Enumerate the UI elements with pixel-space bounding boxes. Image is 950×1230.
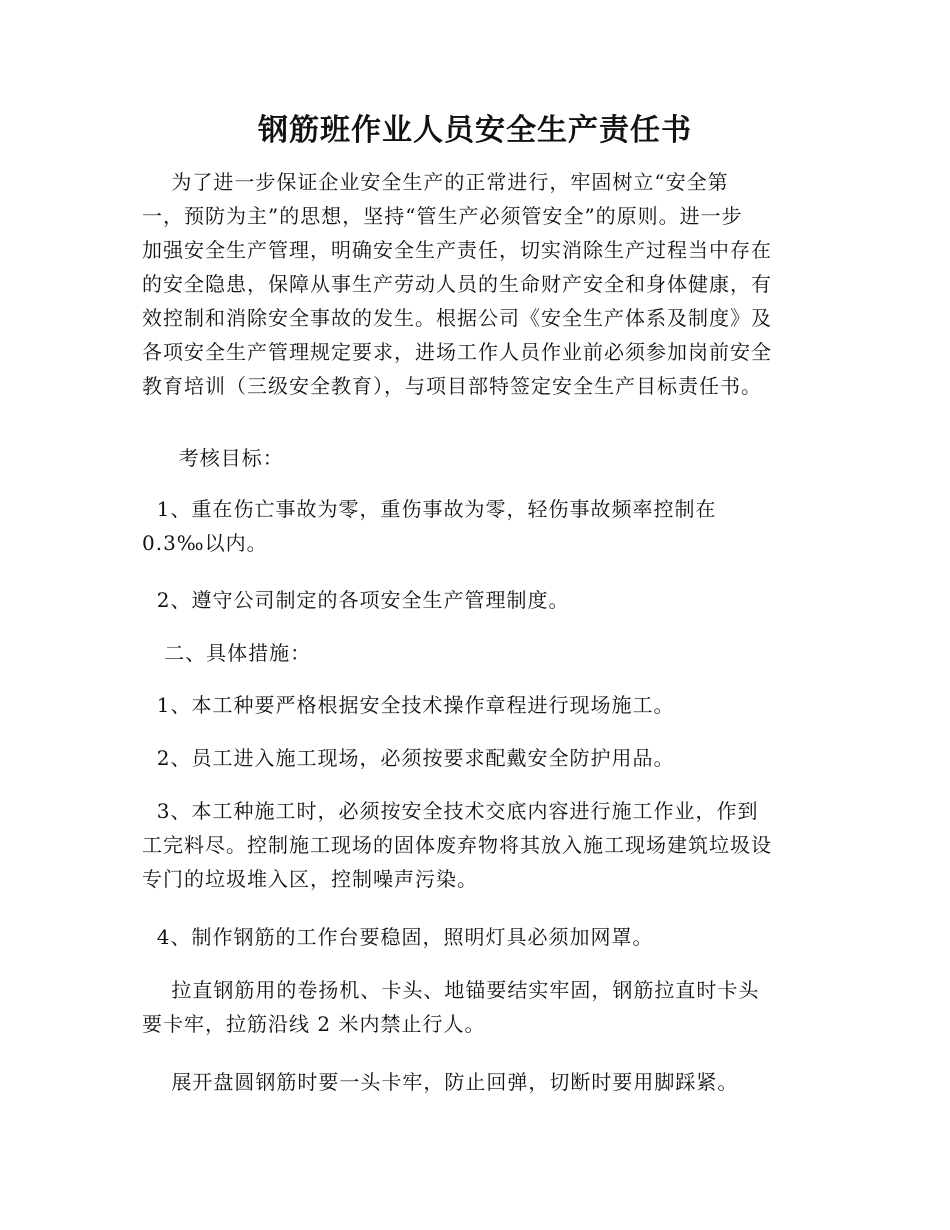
measure-line: 专门的垃圾堆入区，控制噪声污染。 xyxy=(142,867,478,891)
measure-line: 4、制作钢筋的工作台要稳固，照明灯具必须加网罩。 xyxy=(142,925,654,949)
heading-specific-measures xyxy=(142,636,808,670)
uncoil-line: 展开盘圆钢筋时要一头卡牢，防止回弹，切断时要用脚踩紧。 xyxy=(142,1070,739,1094)
measure-line: 2、员工进入施工现场，必须按要求配戴安全防护用品。 xyxy=(142,746,675,770)
goal-paragraph-2 xyxy=(142,583,808,617)
measure-paragraph-1 xyxy=(142,688,808,722)
intro-line: 各项安全生产管理规定要求，进场工作人员作业前必须参加岗前安全 xyxy=(142,340,772,364)
intro-line: 为了进一步保证企业安全生产的正常进行，牢固树立“安全第 xyxy=(142,170,729,194)
straighten-line: 拉直钢筋用的卷扬机、卡头、地锚要结实牢固，钢筋拉直时卡头 xyxy=(142,978,760,1002)
intro-line: 的安全隐患，保障从事生产劳动人员的生命财产安全和身体健康，有 xyxy=(142,272,772,296)
heading-text: 考核目标： xyxy=(142,446,284,470)
document-title: 钢筋班作业人员安全生产责任书 xyxy=(258,113,692,148)
measure-line: 1、本工种要严格根据安全技术操作章程进行现场施工。 xyxy=(142,693,675,717)
goal-line: 2、遵守公司制定的各项安全生产管理制度。 xyxy=(142,588,570,612)
measure-paragraph-3 xyxy=(142,794,808,896)
heading-assessment-goals xyxy=(142,441,808,475)
intro-line: 一，预防为主”的思想，坚持“管生产必须管安全”的原则。进一步 xyxy=(142,204,743,228)
intro-line: 教育培训（三级安全教育），与项目部特签定安全生产目标责任书。 xyxy=(142,374,762,398)
measure-paragraph-2 xyxy=(142,741,808,775)
measure-paragraph-4 xyxy=(142,920,808,954)
measure-line: 工完料尽。控制施工现场的固体废弃物将其放入施工现场建筑垃圾设 xyxy=(142,833,772,857)
intro-paragraph xyxy=(142,165,808,403)
intro-line: 效控制和消除安全事故的发生。根据公司《安全生产体系及制度》及 xyxy=(142,306,772,330)
measure-line: 3、本工种施工时，必须按安全技术交底内容进行施工作业，作到 xyxy=(142,799,759,823)
straighten-paragraph xyxy=(142,973,808,1041)
goal-line: 1、重在伤亡事故为零，重伤事故为零，轻伤事故频率控制在 xyxy=(142,497,717,521)
straighten-line: 要卡牢，拉筋沿线 2 米内禁止行人。 xyxy=(142,1012,486,1036)
heading-text: 二、具体措施： xyxy=(142,641,312,665)
intro-line: 加强安全生产管理，明确安全生产责任，切实消除生产过程当中存在 xyxy=(142,238,772,262)
uncoil-paragraph xyxy=(142,1065,808,1099)
goal-line: 0.3‰以内。 xyxy=(142,531,268,555)
goal-paragraph-1 xyxy=(142,492,808,560)
